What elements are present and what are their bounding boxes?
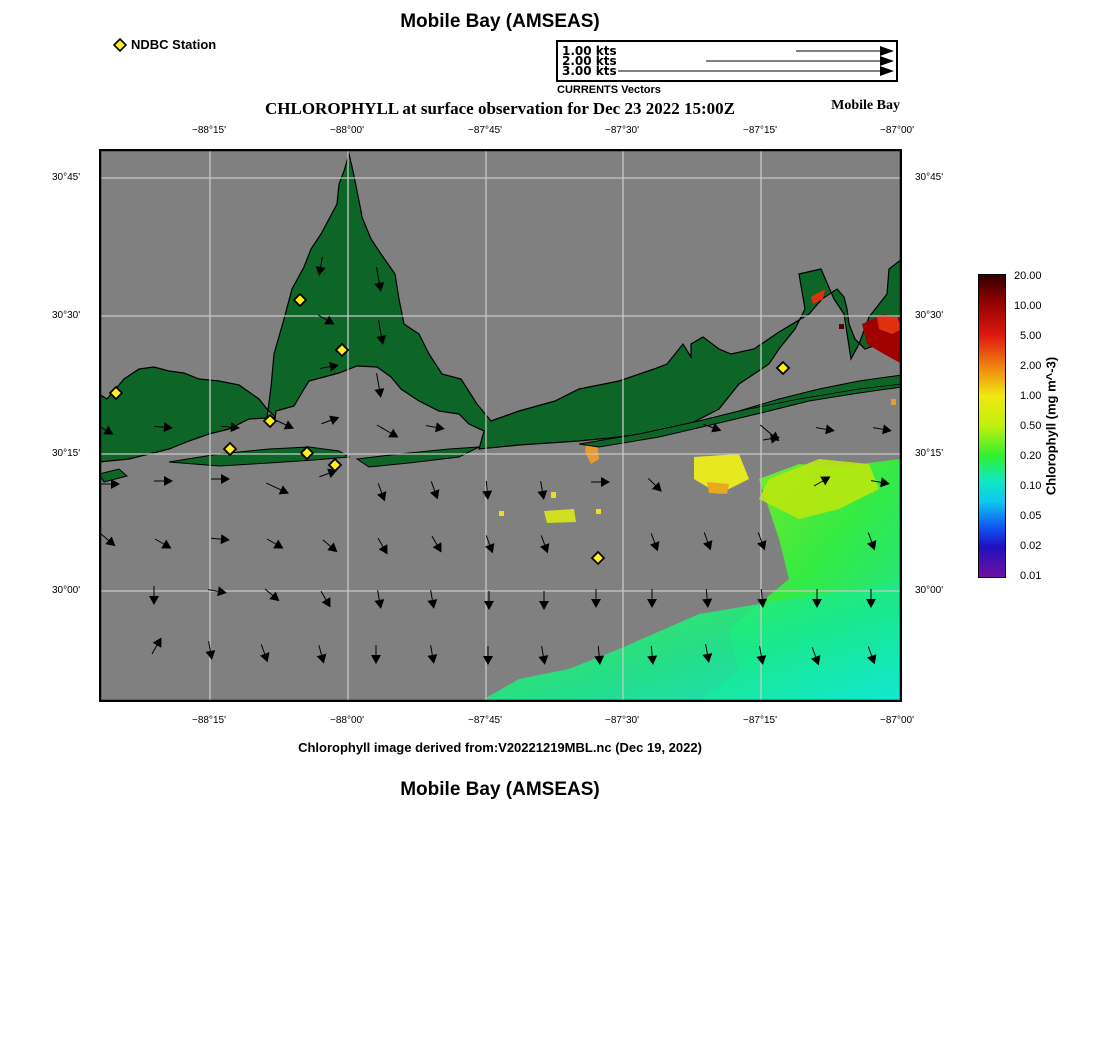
chlorophyll-map xyxy=(99,149,902,702)
page-title: Mobile Bay (AMSEAS) xyxy=(400,11,600,32)
lon-tick-label: −87°00' xyxy=(880,125,914,136)
vector-legend-label: 3.00 kts xyxy=(562,64,617,78)
lon-tick-label: −87°15' xyxy=(743,715,777,726)
colorbar-label: 0.02 xyxy=(1020,540,1042,552)
colorbar-label: 1.00 xyxy=(1020,390,1042,402)
lat-tick-label: 30°30' xyxy=(915,310,944,321)
vector-legend-caption: CURRENTS Vectors xyxy=(557,84,661,96)
colorbar-label: 10.00 xyxy=(1014,300,1042,312)
lon-tick-label: −87°30' xyxy=(605,715,639,726)
lon-tick-label: −88°00' xyxy=(330,715,364,726)
map-title: CHLOROPHYLL at surface observation for Dec 23 2022 15:00Z xyxy=(265,99,735,118)
station-legend-label: NDBC Station xyxy=(131,37,217,52)
lon-tick-label: −88°15' xyxy=(192,125,226,136)
lon-tick-label: −87°45' xyxy=(468,715,502,726)
vector-legend xyxy=(556,40,898,82)
colorbar-label: 0.10 xyxy=(1020,480,1042,492)
lat-tick-label: 30°15' xyxy=(915,448,944,459)
lat-tick-label: 30°45' xyxy=(915,172,944,183)
colorbar-label: 0.50 xyxy=(1020,420,1042,432)
colorbar-label: 2.00 xyxy=(1020,360,1042,372)
lat-tick-label: 30°00' xyxy=(915,585,944,596)
lat-tick-label: 30°45' xyxy=(52,172,81,183)
colorbar-label: 0.01 xyxy=(1020,570,1042,582)
colorbar-label: 0.20 xyxy=(1020,450,1042,462)
lat-tick-label: 30°00' xyxy=(52,585,81,596)
colorbar xyxy=(978,274,1006,578)
lat-tick-label: 30°15' xyxy=(52,448,81,459)
station-legend xyxy=(113,37,216,52)
colorbar-label: 0.05 xyxy=(1020,510,1042,522)
region-label: Mobile Bay xyxy=(831,98,900,113)
vector-legend-label: 1.00 kts xyxy=(562,44,617,58)
vector-legend-arrows xyxy=(558,42,896,80)
lon-tick-label: −87°45' xyxy=(468,125,502,136)
lat-tick-label: 30°30' xyxy=(52,310,81,321)
colorbar-label: 20.00 xyxy=(1014,270,1042,282)
lon-tick-label: −88°00' xyxy=(330,125,364,136)
bottom-title: Mobile Bay (AMSEAS) xyxy=(400,779,600,800)
vector-legend-label: 2.00 kts xyxy=(562,54,617,68)
image-source-caption: Chlorophyll image derived from:V20221219MBL.nc (Dec 19, 2022) xyxy=(298,740,702,755)
lon-tick-label: −87°30' xyxy=(605,125,639,136)
lon-tick-label: −87°15' xyxy=(743,125,777,136)
diamond-icon xyxy=(113,38,127,52)
lon-tick-label: −88°15' xyxy=(192,715,226,726)
colorbar-label: 5.00 xyxy=(1020,330,1042,342)
colorbar-title: Chlorophyll (mg m^-3) xyxy=(1043,356,1059,496)
lon-tick-label: −87°00' xyxy=(880,715,914,726)
